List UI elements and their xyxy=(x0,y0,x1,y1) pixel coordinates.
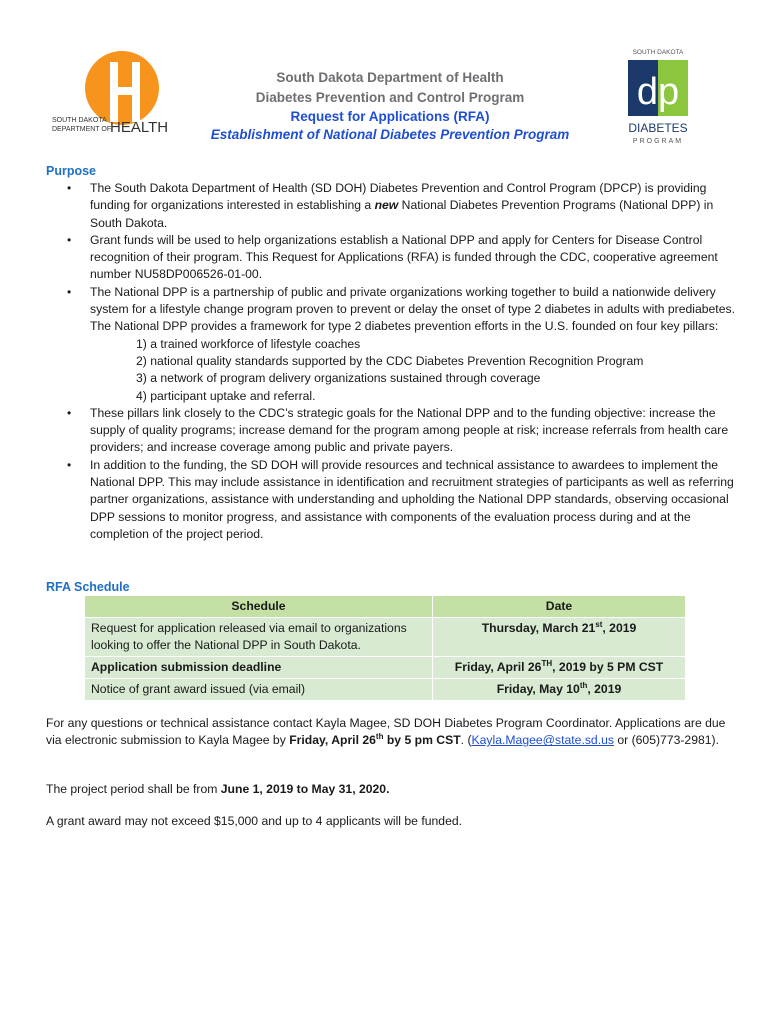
header-program: Diabetes Prevention and Control Program xyxy=(255,90,525,105)
schedule-date: Friday, April 26TH, 2019 by 5 PM CST xyxy=(433,657,686,679)
logo-right-top: SOUTH DAKOTA xyxy=(632,49,684,56)
sd-department-of-health-logo xyxy=(52,50,174,134)
award-note: A grant award may not exceed $15,000 and up to 4 applicants will be funded. xyxy=(46,814,463,828)
header-org: South Dakota Department of Health xyxy=(276,70,504,85)
purpose-bullet-3: • The National DPP is a partnership of public and private organizations working together to build a nationwide delivery system for a lifestyle change program proven to prevent or delay the onset of type 2 diabetes in adults with prediabetes. The National DPP provides a framework for type 2 diabetes prevention efforts in the U.S. founded on four key pillars: 1) a trained workforce of lifestyle coaches 2) national quality standards supported by the CDC Diabetes Prevention Recognition Program 3) a network of program delivery organizations sustained through coverage 4) participant uptake and referral. xyxy=(46,284,736,405)
pillar-item: 2) national quality standards supported by the CDC Diabetes Prevention Recognition Program xyxy=(136,353,644,368)
schedule-heading: RFA Schedule xyxy=(46,580,130,594)
pillar-item: 3) a network of program delivery organizations sustained through coverage xyxy=(136,371,541,386)
pillars-list xyxy=(90,336,736,405)
header-subtitle: Establishment of National Diabetes Prevention Program xyxy=(210,127,570,142)
schedule-event: Request for application released via email to organizations looking to offer the National DPP in South Dakota. xyxy=(85,618,433,657)
schedule-event: Application submission deadline xyxy=(85,657,433,679)
schedule-table xyxy=(84,595,686,701)
project-period: The project period shall be from June 1, 2019 to May 31, 2020. xyxy=(46,782,390,796)
logo-left-line2: DEPARTMENT OF xyxy=(52,126,112,133)
table-row xyxy=(85,679,686,701)
purpose-bullet-5: • In addition to the funding, the SD DOH will provide resources and technical assistance to awardees to implement the National DPP. This may include assistance in identification and recruitment strategies of participants as well as referring partner organizations, assistance with understanding and upholding the National DPP standards, observing occasional DPP sessions to monitor progress, and assistance with components of the evaluation process during and at the completion of the project period. xyxy=(46,457,736,543)
contact-email-link[interactable]: Kayla.Magee@state.sd.us xyxy=(471,733,614,748)
logo-left-line1: SOUTH DAKOTA xyxy=(52,117,107,124)
purpose-bullet-1: • The South Dakota Department of Health (SD DOH) Diabetes Prevention and Control Program (DPCP) is providing funding for organizations interested in establishing a new National Diabetes Prevention Programs (National DPP) in South Dakota. xyxy=(46,180,736,232)
logo-right-mark: dp xyxy=(636,71,680,113)
pillar-item: 1) a trained workforce of lifestyle coaches xyxy=(136,336,361,351)
purpose-content xyxy=(46,180,736,543)
schedule-date: Friday, May 10th, 2019 xyxy=(433,679,686,701)
table-row xyxy=(85,618,686,657)
col-schedule: Schedule xyxy=(85,596,433,618)
table-header-row xyxy=(85,596,686,618)
logo-right-program: PROGRAM xyxy=(632,138,684,145)
logo-left-health: HEALTH xyxy=(110,119,169,134)
col-date: Date xyxy=(433,596,686,618)
header-rfa-title: Request for Applications (RFA) xyxy=(290,109,490,124)
purpose-bullet-4: • These pillars link closely to the CDC’s strategic goals for the National DPP and to the funding objective: increase the supply of quality programs; increase demand for the program among people at risk; increase referrals from health care providers; and increase coverage among public and private payers. xyxy=(46,405,736,457)
contact-paragraph: For any questions or technical assistance contact Kayla Magee, SD DOH Diabetes Program Coordinator. Applications are due via electronic submission to Kayla Magee by Friday, April 26th by 5 pm CST. (Kayla.Magee@state.sd.us or (605)773-2981). xyxy=(46,716,726,748)
pillar-item: 4) participant uptake and referral. xyxy=(136,388,316,403)
table-row xyxy=(85,657,686,679)
purpose-list xyxy=(46,180,736,543)
purpose-heading: Purpose xyxy=(46,164,97,178)
schedule-date: Thursday, March 21st, 2019 xyxy=(433,618,686,657)
sd-diabetes-program-logo xyxy=(622,46,694,146)
schedule-event: Notice of grant award issued (via email) xyxy=(85,679,433,701)
logo-right-diabetes: DIABETES xyxy=(628,121,688,135)
purpose-bullet-2: • Grant funds will be used to help organizations establish a National DPP and apply for Centers for Disease Control recognition of their program. This Request for Applications (RFA) is funded through the CDC, cooperative agreement number NU58DP006526-01-00. xyxy=(46,232,736,284)
